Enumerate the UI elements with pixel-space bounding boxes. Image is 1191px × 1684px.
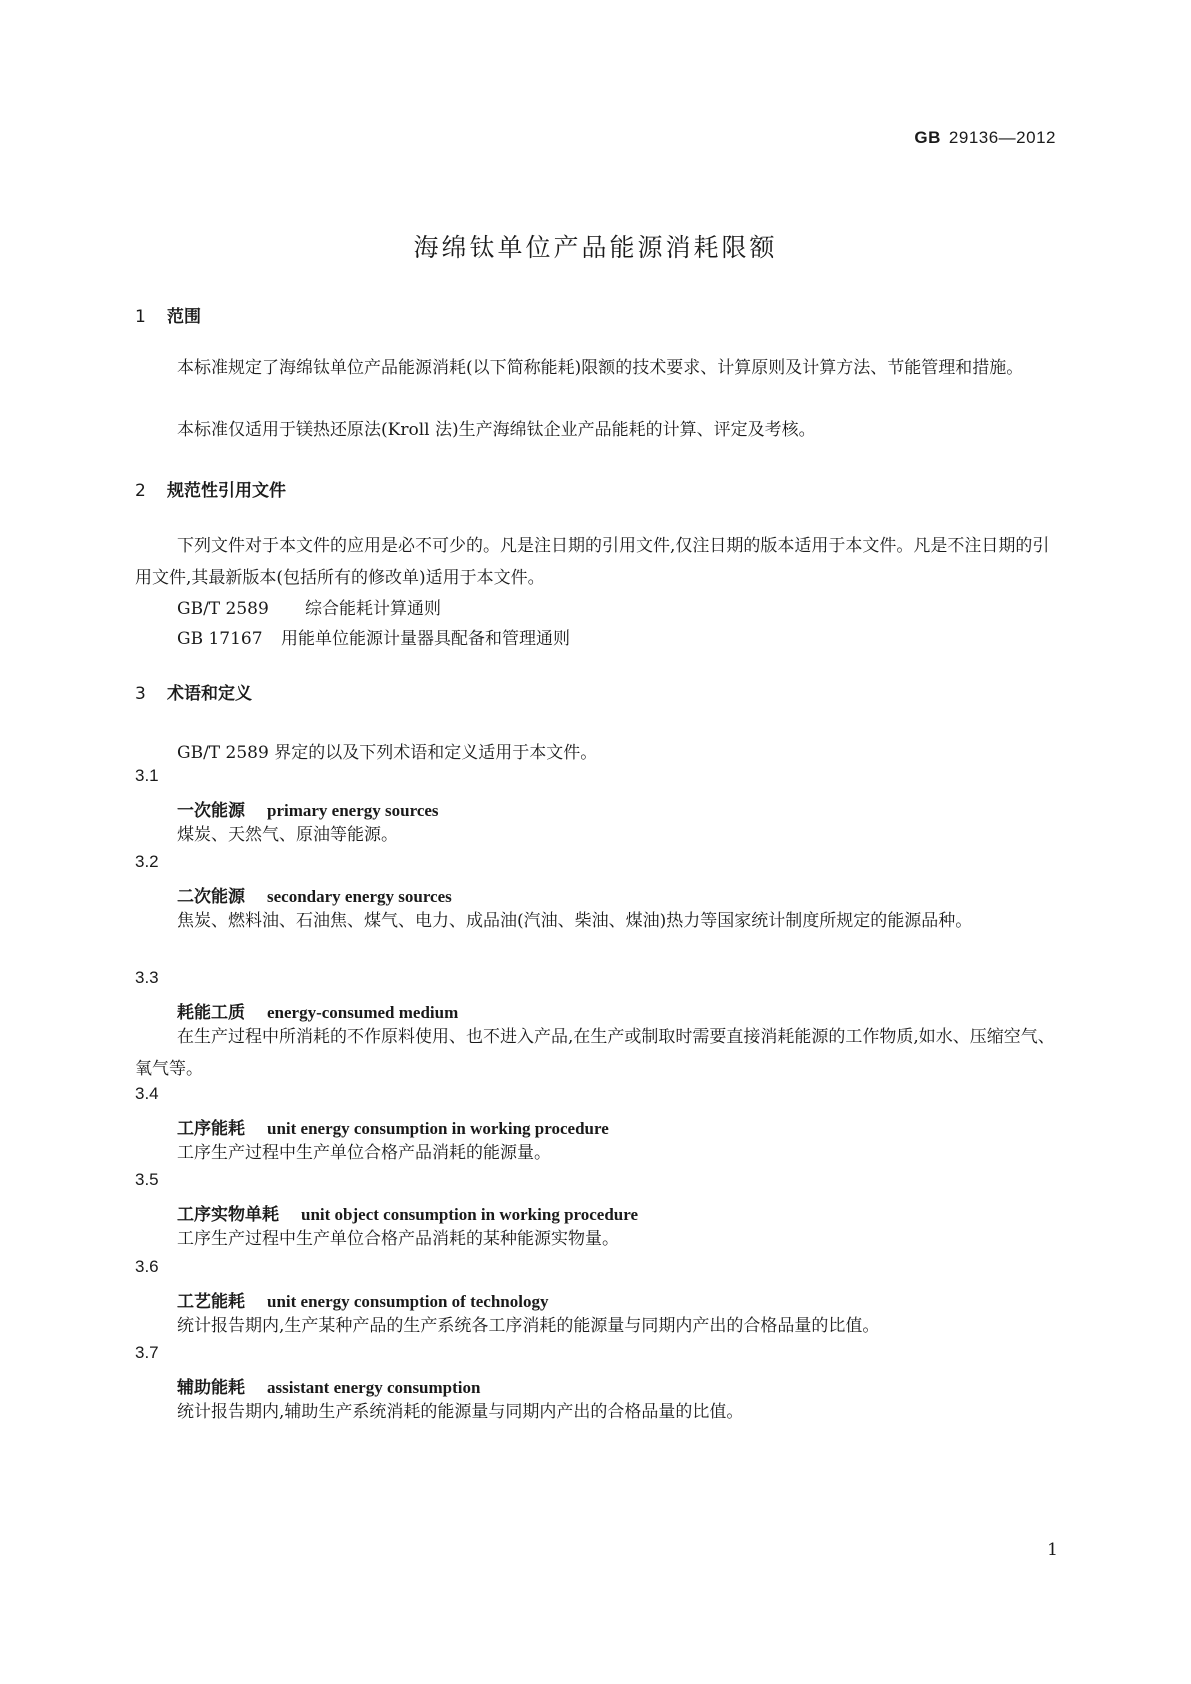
section-3-number: 3	[135, 684, 146, 704]
term-number: 3.3	[135, 968, 159, 987]
section-1-number: 1	[135, 307, 146, 327]
term-definition: 统计报告期内,辅助生产系统消耗的能源量与同期内产出的合格品量的比值。	[177, 1402, 744, 1422]
term-heading	[177, 1114, 609, 1139]
reference-title: 综合能耗计算通则	[305, 599, 441, 619]
term-number: 3.6	[135, 1257, 159, 1276]
term-heading	[177, 1200, 638, 1225]
term-definition: 焦炭、燃料油、石油焦、煤气、电力、成品油(汽油、柴油、煤油)热力等国家统计制度所规定的能源品种。	[177, 911, 973, 931]
term-heading	[177, 998, 458, 1023]
term-definition: 工序生产过程中生产单位合格产品消耗的能源量。	[177, 1143, 551, 1163]
term-english: unit object consumption in working procedure	[301, 1205, 639, 1224]
term-english: assistant energy consumption	[267, 1378, 481, 1397]
page-number: 1	[1047, 1540, 1058, 1560]
term-number: 3.4	[135, 1084, 159, 1103]
term-chinese: 耗能工质	[177, 1003, 245, 1023]
term-chinese: 一次能源	[177, 801, 245, 821]
section-1-paragraph-1: 本标准规定了海绵钛单位产品能源消耗(以下简称能耗)限额的技术要求、计算原则及计算方法、节能管理和措施。	[177, 358, 1024, 378]
term-number: 3.1	[135, 766, 159, 785]
term-number: 3.2	[135, 852, 159, 871]
section-2-paragraph-1: 下列文件对于本文件的应用是必不可少的。凡是注日期的引用文件,仅注日期的版本适用于本文件。凡是不注日期的引用文件,其最新版本(包括所有的修改单)适用于本文件。	[135, 536, 1050, 588]
term-heading	[177, 1287, 548, 1312]
term-definition: 工序生产过程中生产单位合格产品消耗的某种能源实物量。	[177, 1229, 619, 1249]
reference-title: 用能单位能源计量器具配备和管理通则	[281, 629, 570, 649]
term-chinese: 辅助能耗	[177, 1378, 245, 1398]
section-1-paragraph-2: 本标准仅适用于镁热还原法(Kroll 法)生产海绵钛企业产品能耗的计算、评定及考核。	[177, 420, 816, 440]
term-definition: 统计报告期内,生产某种产品的生产系统各工序消耗的能源量与同期内产出的合格品量的比值。	[177, 1316, 880, 1336]
standard-code: GB	[914, 128, 941, 147]
standard-number	[914, 128, 1056, 148]
term-definition: 在生产过程中所消耗的不作原料使用、也不进入产品,在生产或制取时需要直接消耗能源的工作物质,如水、压缩空气、氧气等。	[135, 1027, 1055, 1079]
section-1-heading	[135, 302, 201, 327]
term-chinese: 工序实物单耗	[177, 1205, 279, 1225]
section-1-title: 范围	[167, 307, 201, 327]
section-3-intro: GB/T 2589 界定的以及下列术语和定义适用于本文件。	[177, 743, 598, 763]
document-title: 海绵钛单位产品能源消耗限额	[413, 233, 778, 262]
standard-year-number: 29136—2012	[948, 128, 1056, 147]
term-number: 3.7	[135, 1343, 159, 1362]
term-chinese: 工序能耗	[177, 1119, 245, 1139]
term-heading	[177, 882, 452, 907]
section-2-heading	[135, 476, 286, 501]
term-english: energy-consumed medium	[267, 1003, 459, 1022]
term-heading	[177, 1373, 480, 1398]
reference-code: GB 17167	[177, 629, 263, 649]
section-3-heading	[135, 679, 252, 704]
term-english: unit energy consumption in working procedure	[267, 1119, 609, 1138]
section-2-number: 2	[135, 481, 146, 501]
section-3-title: 术语和定义	[167, 684, 252, 704]
reference-item	[177, 594, 441, 619]
term-english: unit energy consumption of technology	[267, 1292, 549, 1311]
term-definition: 煤炭、天然气、原油等能源。	[177, 825, 398, 845]
term-heading	[177, 796, 439, 821]
term-chinese: 工艺能耗	[177, 1292, 245, 1312]
reference-item	[177, 624, 570, 649]
term-chinese: 二次能源	[177, 887, 245, 907]
section-2-title: 规范性引用文件	[167, 481, 286, 501]
term-english: secondary energy sources	[267, 887, 452, 906]
term-number: 3.5	[135, 1170, 159, 1189]
term-english: primary energy sources	[267, 801, 439, 820]
reference-code: GB/T 2589	[177, 599, 269, 619]
